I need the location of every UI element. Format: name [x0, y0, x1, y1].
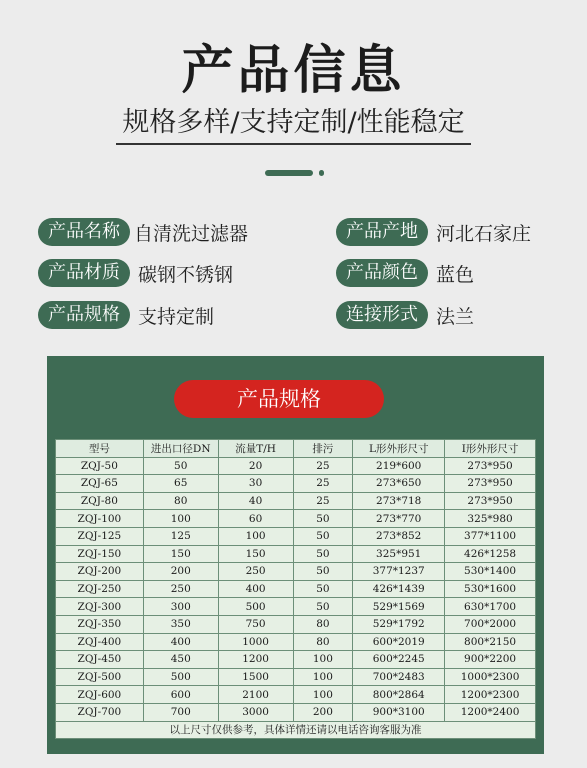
table-cell: ZQJ-500 — [56, 668, 144, 686]
decorative-bar — [265, 170, 313, 176]
info-color — [336, 259, 474, 287]
table-cell: 800*2150 — [445, 633, 536, 651]
info-label-material: 产品材质 — [38, 259, 130, 287]
table-cell: 800*2864 — [353, 686, 445, 704]
info-name — [38, 218, 248, 246]
table-cell: 50 — [293, 563, 353, 581]
table-cell: 50 — [293, 580, 353, 598]
info-value-material: 碳钢不锈钢 — [138, 263, 234, 286]
table-cell: 100 — [218, 527, 293, 545]
page-subtitle — [0, 100, 587, 145]
table-cell: 25 — [293, 492, 353, 510]
table-cell: 600*2245 — [353, 651, 445, 669]
decorative-dot — [319, 170, 324, 176]
table-cell: 1500 — [218, 668, 293, 686]
table-cell: 80 — [293, 615, 353, 633]
table-cell: 40 — [218, 492, 293, 510]
table-cell: 273*950 — [445, 475, 536, 493]
table-cell: 273*770 — [353, 510, 445, 528]
table-cell: 200 — [293, 703, 353, 721]
table-cell: 273*718 — [353, 492, 445, 510]
table-cell: 300 — [143, 598, 218, 616]
table-cell: 529*1569 — [353, 598, 445, 616]
spec-table-body — [56, 457, 536, 721]
spec-panel — [47, 356, 544, 754]
table-cell: 1000 — [218, 633, 293, 651]
table-row — [56, 545, 536, 563]
table-cell: ZQJ-50 — [56, 457, 144, 475]
info-label-spec: 产品规格 — [38, 301, 130, 329]
table-cell: 125 — [143, 527, 218, 545]
info-label-connection: 连接形式 — [336, 301, 428, 329]
header-cell: 排污 — [293, 440, 353, 458]
spec-note: 以上尺寸仅供参考，具体详情还请以电话咨询客服为准 — [56, 721, 536, 739]
table-cell: 150 — [218, 545, 293, 563]
table-cell: ZQJ-80 — [56, 492, 144, 510]
table-cell: 273*950 — [445, 492, 536, 510]
info-label-origin: 产品产地 — [336, 218, 428, 246]
table-row — [56, 527, 536, 545]
table-cell: ZQJ-600 — [56, 686, 144, 704]
table-cell: 100 — [143, 510, 218, 528]
table-cell: ZQJ-200 — [56, 563, 144, 581]
info-value-name: 自清洗过滤器 — [134, 222, 249, 245]
table-cell: 377*1100 — [445, 527, 536, 545]
table-cell: 377*1237 — [353, 563, 445, 581]
table-cell: 100 — [293, 686, 353, 704]
table-cell: 400 — [143, 633, 218, 651]
spec-title: 产品规格 — [174, 380, 384, 418]
table-cell: ZQJ-100 — [56, 510, 144, 528]
table-cell: 273*950 — [445, 457, 536, 475]
table-cell: 3000 — [218, 703, 293, 721]
table-cell: 1200*2300 — [445, 686, 536, 704]
table-row — [56, 651, 536, 669]
spec-note-row — [56, 721, 536, 739]
table-cell: 325*980 — [445, 510, 536, 528]
table-row — [56, 615, 536, 633]
table-cell: 600 — [143, 686, 218, 704]
table-cell: 530*1400 — [445, 563, 536, 581]
table-cell: 219*600 — [353, 457, 445, 475]
info-origin — [336, 218, 531, 246]
table-cell: 25 — [293, 475, 353, 493]
info-value-spec: 支持定制 — [138, 305, 215, 328]
table-row — [56, 492, 536, 510]
header-cell: 型号 — [56, 440, 144, 458]
table-cell: 1200*2400 — [445, 703, 536, 721]
table-cell: 80 — [293, 633, 353, 651]
page-title: 产品信息 — [181, 41, 406, 101]
table-row — [56, 475, 536, 493]
table-cell: 900*2200 — [445, 651, 536, 669]
table-cell: 50 — [143, 457, 218, 475]
table-cell: 20 — [218, 457, 293, 475]
table-cell: ZQJ-400 — [56, 633, 144, 651]
table-cell: 80 — [143, 492, 218, 510]
info-value-color: 蓝色 — [436, 263, 475, 286]
table-row — [56, 563, 536, 581]
table-cell: ZQJ-250 — [56, 580, 144, 598]
table-cell: 100 — [293, 651, 353, 669]
table-cell: 700*2000 — [445, 615, 536, 633]
info-material — [38, 259, 233, 287]
table-cell: 25 — [293, 457, 353, 475]
table-row — [56, 668, 536, 686]
info-spec — [38, 301, 214, 329]
table-cell: 325*951 — [353, 545, 445, 563]
info-value-connection: 法兰 — [436, 305, 475, 328]
table-cell: 500 — [218, 598, 293, 616]
table-cell: 60 — [218, 510, 293, 528]
table-cell: 2100 — [218, 686, 293, 704]
table-cell: 50 — [293, 510, 353, 528]
table-cell: 426*1439 — [353, 580, 445, 598]
table-cell: ZQJ-350 — [56, 615, 144, 633]
table-cell: ZQJ-150 — [56, 545, 144, 563]
header-cell: 进出口径DN — [143, 440, 218, 458]
header-cell: I形外形尺寸 — [445, 440, 536, 458]
table-row — [56, 598, 536, 616]
table-row — [56, 633, 536, 651]
table-cell: ZQJ-65 — [56, 475, 144, 493]
table-cell: 273*852 — [353, 527, 445, 545]
table-cell: 350 — [143, 615, 218, 633]
table-cell: 426*1258 — [445, 545, 536, 563]
spec-table-header — [56, 440, 536, 458]
table-row — [56, 686, 536, 704]
table-cell: 200 — [143, 563, 218, 581]
table-cell: 400 — [218, 580, 293, 598]
table-cell: 630*1700 — [445, 598, 536, 616]
table-cell: 530*1600 — [445, 580, 536, 598]
table-cell: 273*650 — [353, 475, 445, 493]
table-cell: 1200 — [218, 651, 293, 669]
table-cell: 1000*2300 — [445, 668, 536, 686]
table-cell: 529*1792 — [353, 615, 445, 633]
table-cell: 700 — [143, 703, 218, 721]
info-label-color: 产品颜色 — [336, 259, 428, 287]
table-cell: 30 — [218, 475, 293, 493]
table-row — [56, 580, 536, 598]
header-cell: 流量T/H — [218, 440, 293, 458]
table-row — [56, 703, 536, 721]
table-cell: 50 — [293, 598, 353, 616]
table-cell: 150 — [143, 545, 218, 563]
info-label-name: 产品名称 — [38, 218, 130, 246]
table-cell: 500 — [143, 668, 218, 686]
table-cell: 65 — [143, 475, 218, 493]
table-cell: 100 — [293, 668, 353, 686]
table-cell: 450 — [143, 651, 218, 669]
subtitle-text: 规格多样/支持定制/性能稳定 — [116, 100, 470, 145]
table-cell: ZQJ-125 — [56, 527, 144, 545]
table-cell: ZQJ-700 — [56, 703, 144, 721]
info-connection — [336, 301, 474, 329]
table-cell: 50 — [293, 545, 353, 563]
table-cell: ZQJ-300 — [56, 598, 144, 616]
header-cell: L形外形尺寸 — [353, 440, 445, 458]
table-cell: 750 — [218, 615, 293, 633]
table-cell: 250 — [143, 580, 218, 598]
table-cell: ZQJ-450 — [56, 651, 144, 669]
table-row — [56, 510, 536, 528]
table-cell: 900*3100 — [353, 703, 445, 721]
table-cell: 250 — [218, 563, 293, 581]
info-value-origin: 河北石家庄 — [436, 222, 532, 245]
table-cell: 700*2483 — [353, 668, 445, 686]
table-cell: 600*2019 — [353, 633, 445, 651]
table-cell: 50 — [293, 527, 353, 545]
spec-table — [55, 439, 536, 739]
table-row — [56, 457, 536, 475]
